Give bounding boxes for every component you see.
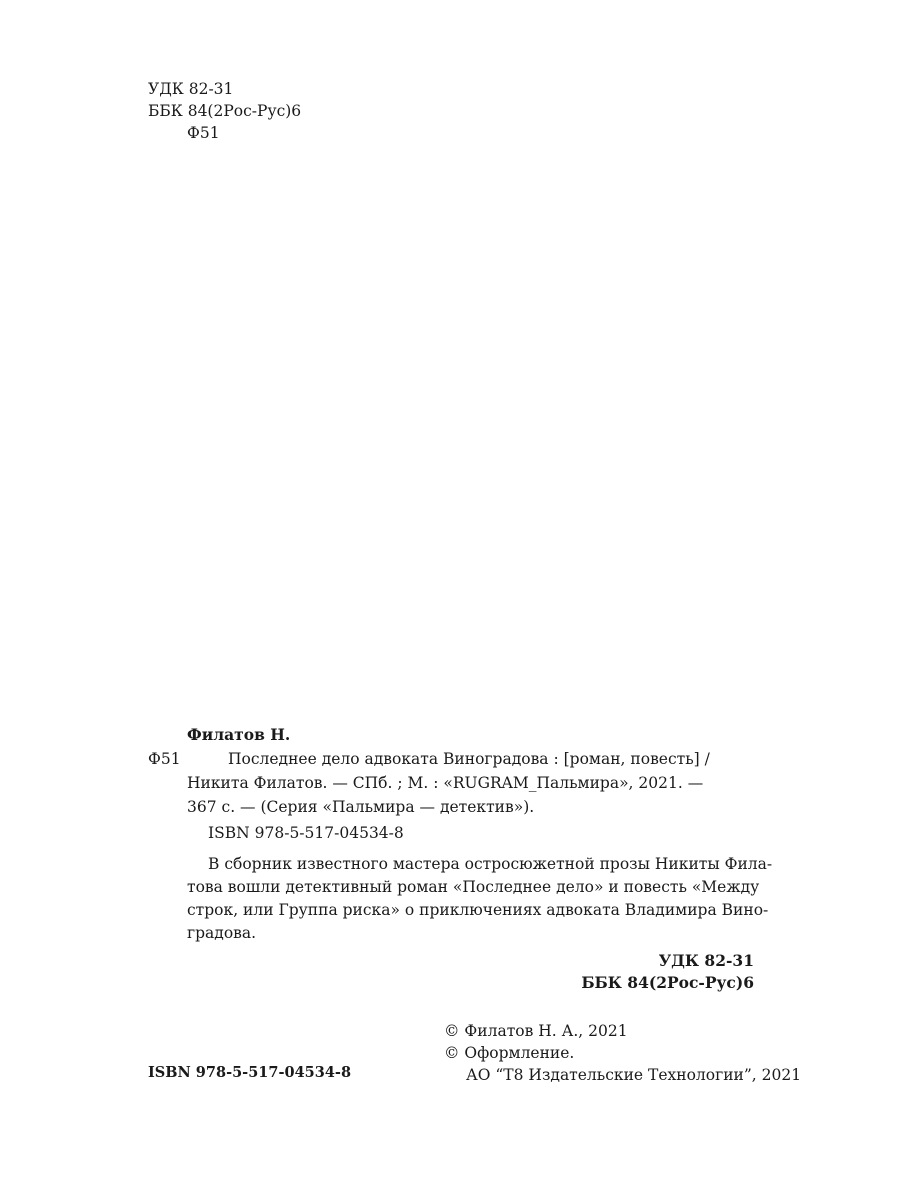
card-isbn: ISBN 978-5-517-04534-8 (208, 824, 404, 842)
top-udk-code: УДК 82-31 (148, 80, 234, 98)
card-title-line-1: Последнее дело адвоката Виноградова : [роман, повесть] / (228, 750, 710, 768)
footer-isbn: ISBN 978-5-517-04534-8 (148, 1064, 352, 1081)
top-bbk-code: ББК 84(2Рос-Рус)6 (148, 102, 302, 120)
card-bbk-code: ББК 84(2Рос-Рус)6 (581, 973, 754, 992)
top-author-mark: Ф51 (187, 124, 220, 142)
copyright-publisher: АО “Т8 Издательские Технологии”, 2021 (466, 1066, 802, 1084)
copyright-author: © Филатов Н. А., 2021 (444, 1022, 628, 1040)
card-author-mark: Ф51 (148, 750, 181, 768)
card-title-line-2: Никита Филатов. — СПб. ; М. : «RUGRAM_Пальмира», 2021. — (187, 774, 704, 792)
annotation-line-4: градова. (187, 924, 257, 942)
annotation-line-2: това вошли детективный роман «Последнее дело» и повесть «Между (187, 878, 760, 896)
annotation-line-3: строк, или Группа риска» о приключениях адвоката Владимира Вино- (187, 901, 769, 919)
card-udk-code: УДК 82-31 (658, 951, 754, 970)
card-author-heading: Филатов Н. (187, 725, 291, 744)
copyright-design: © Оформление. (444, 1044, 575, 1062)
card-title-line-3: 367 с. — (Серия «Пальмира — детектив»). (187, 798, 535, 816)
annotation-line-1: В сборник известного мастера остросюжетной прозы Никиты Фила- (208, 855, 773, 873)
